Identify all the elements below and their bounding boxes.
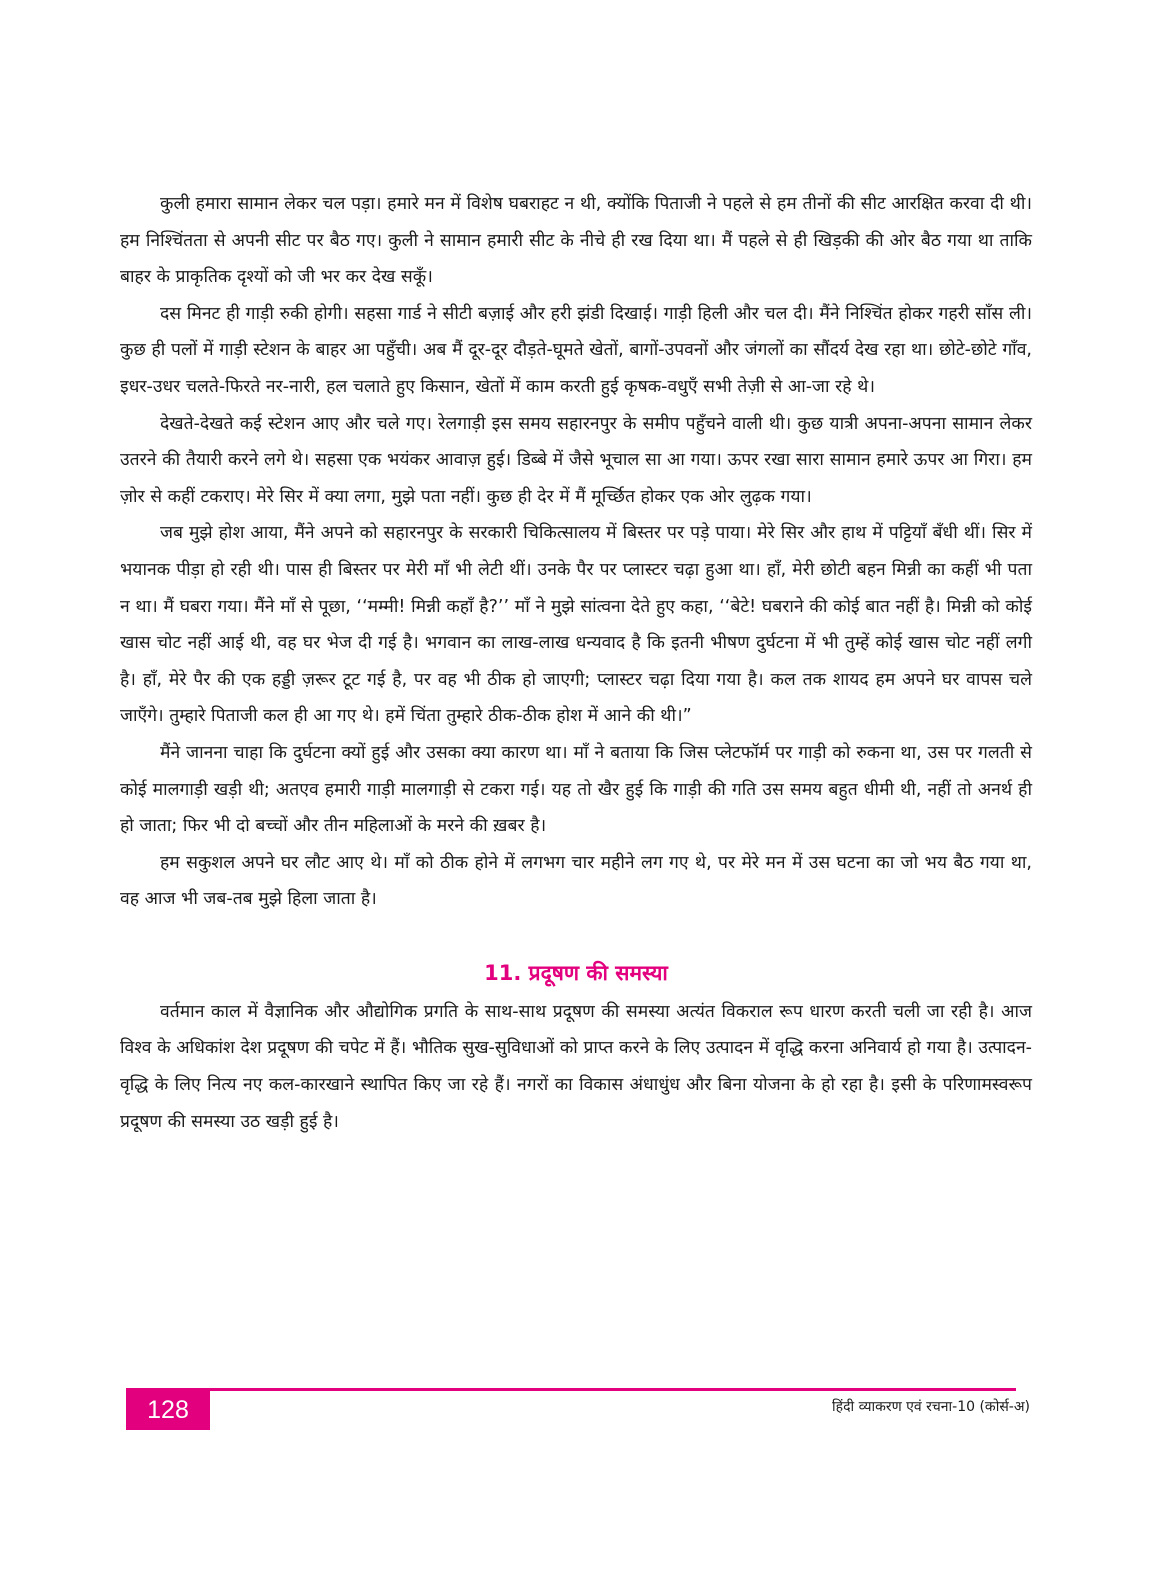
page-body — [120, 186, 1032, 1140]
page-number: 128 — [126, 1390, 210, 1430]
book-title: हिंदी व्याकरण एवं रचना-10 (कोर्स-अ) — [832, 1399, 1030, 1415]
story-paragraph: हम सकुशल अपने घर लौट आए थे। माँ को ठीक होने में लगभग चार महीने लग गए थे, पर मेरे मन में उस घटना का जो भय बैठ गया था, वह आज भी जब-तब मुझे हिला जाता है। — [120, 852, 1032, 910]
section-heading: 11. प्रदूषण की समस्या — [484, 960, 668, 985]
essay-paragraph: वर्तमान काल में वैज्ञानिक और औद्योगिक प्रगति के साथ-साथ प्रदूषण की समस्या अत्यंत विकराल रूप धारण करती चली जा रही है। आज विश्व के अधिकांश देश प्रदूषण की चपेट में हैं। भौतिक सुख-सुविधाओं को प्राप्त करने के लिए उत्पादन में वृद्धि करना अनिवार्य हो गया है। उत्पादन-वृद्धि के लिए नित्य नए कल-कारखाने स्थापित किए जा रहे हैं। नगरों का विकास अंधाधुंध और बिना योजना के हो रहा है। इसी के परिणामस्वरूप प्रदूषण की समस्या उठ खड़ी हुई है। — [120, 1001, 1033, 1132]
story-paragraph: जब मुझे होश आया, मैंने अपने को सहारनपुर के सरकारी चिकित्सालय में बिस्तर पर पड़े पाया। मेरे सिर और हाथ में पट्टियाँ बँधी थीं। सिर में भयानक पीड़ा हो रही थी। पास ही बिस्तर पर मेरी माँ भी लेटी थीं। उनके पैर पर प्लास्टर चढ़ा हुआ था। हाँ, मेरी छोटी बहन मिन्नी का कहीं भी पता न था। मैं घबरा गया। मैंने माँ से पूछा, ‘‘मम्मी! मिन्नी कहाँ है?’’ माँ ने मुझे सांत्वना देते हुए कहा, ‘‘बेटे! घबराने की कोई बात नहीं है। मिन्नी को कोई खास चोट नहीं आई थी, वह घर भेज दी गई है। भगवान का लाख-लाख धन्यवाद है कि इतनी भीषण दुर्घटना में भी तुम्हें कोई खास चोट नहीं लगी है। हाँ, मेरे पैर की एक हड्डी ज़रूर टूट गई है, पर वह भी ठीक हो जाएगी; प्लास्टर चढ़ा दिया गया है। कल तक शायद हम अपने घर वापस चले जाएँगे। तुम्हारे पिताजी कल ही आ गए थे। हमें चिंता तुम्हारे ठीक-ठीक होश में आने की थी।” — [120, 523, 1032, 727]
story-paragraph: मैंने जानना चाहा कि दुर्घटना क्यों हुई और उसका क्या कारण था। माँ ने बताया कि जिस प्लेटफॉर्म पर गाड़ी को रुकना था, उस पर गलती से कोई मालगाड़ी खड़ी थी; अतएव हमारी गाड़ी मालगाड़ी से टकरा गई। यह तो खैर हुई कि गाड़ी की गति उस समय बहुत धीमी थी, नहीं तो अनर्थ ही हो जाता; फिर भी दो बच्चों और तीन महिलाओं के मरने की ख़बर है। — [120, 742, 1032, 837]
story-paragraph: कुली हमारा सामान लेकर चल पड़ा। हमारे मन में विशेष घबराहट न थी, क्योंकि पिताजी ने पहले से हम तीनों की सीट आरक्षित करवा दी थी। हम निश्चिंतता से अपनी सीट पर बैठ गए। कुली ने सामान हमारी सीट के नीचे ही रख दिया था। मैं पहले से ही खिड़की की ओर बैठ गया था ताकि बाहर के प्राकृतिक दृश्यों को जी भर कर देख सकूँ। — [120, 194, 1032, 288]
footer-divider — [126, 1388, 1016, 1391]
story-paragraph: देखते-देखते कई स्टेशन आए और चले गए। रेलगाड़ी इस समय सहारनपुर के समीप पहुँचने वाली थी। कुछ यात्री अपना-अपना सामान लेकर उतरने की तैयारी करने लगे थे। सहसा एक भयंकर आवाज़ हुई। डिब्बे में जैसे भूचाल सा आ गया। ऊपर रखा सारा सामान हमारे ऊपर आ गिरा। हम ज़ोर से कहीं टकराए। मेरे सिर में क्या लगा, मुझे पता नहीं। कुछ ही देर में मैं मूर्च्छित होकर एक ओर लुढ़क गया। — [120, 413, 1032, 507]
story-paragraph: दस मिनट ही गाड़ी रुकी होगी। सहसा गार्ड ने सीटी बज़ाई और हरी झंडी दिखाई। गाड़ी हिली और चल दी। मैंने निश्चिंत होकर गहरी साँस ली। कुछ ही पलों में गाड़ी स्टेशन के बाहर आ पहुँची। अब मैं दूर-दूर दौड़ते-घूमते खेतों, बागों-उपवनों और जंगलों का सौंदर्य देख रहा था। छोटे-छोटे गाँव, इधर-उधर चलते-फिरते नर-नारी, हल चलाते हुए किसान, खेतों में काम करती हुई कृषक-वधुएँ सभी तेज़ी से आ-जा रहे थे। — [120, 303, 1032, 397]
